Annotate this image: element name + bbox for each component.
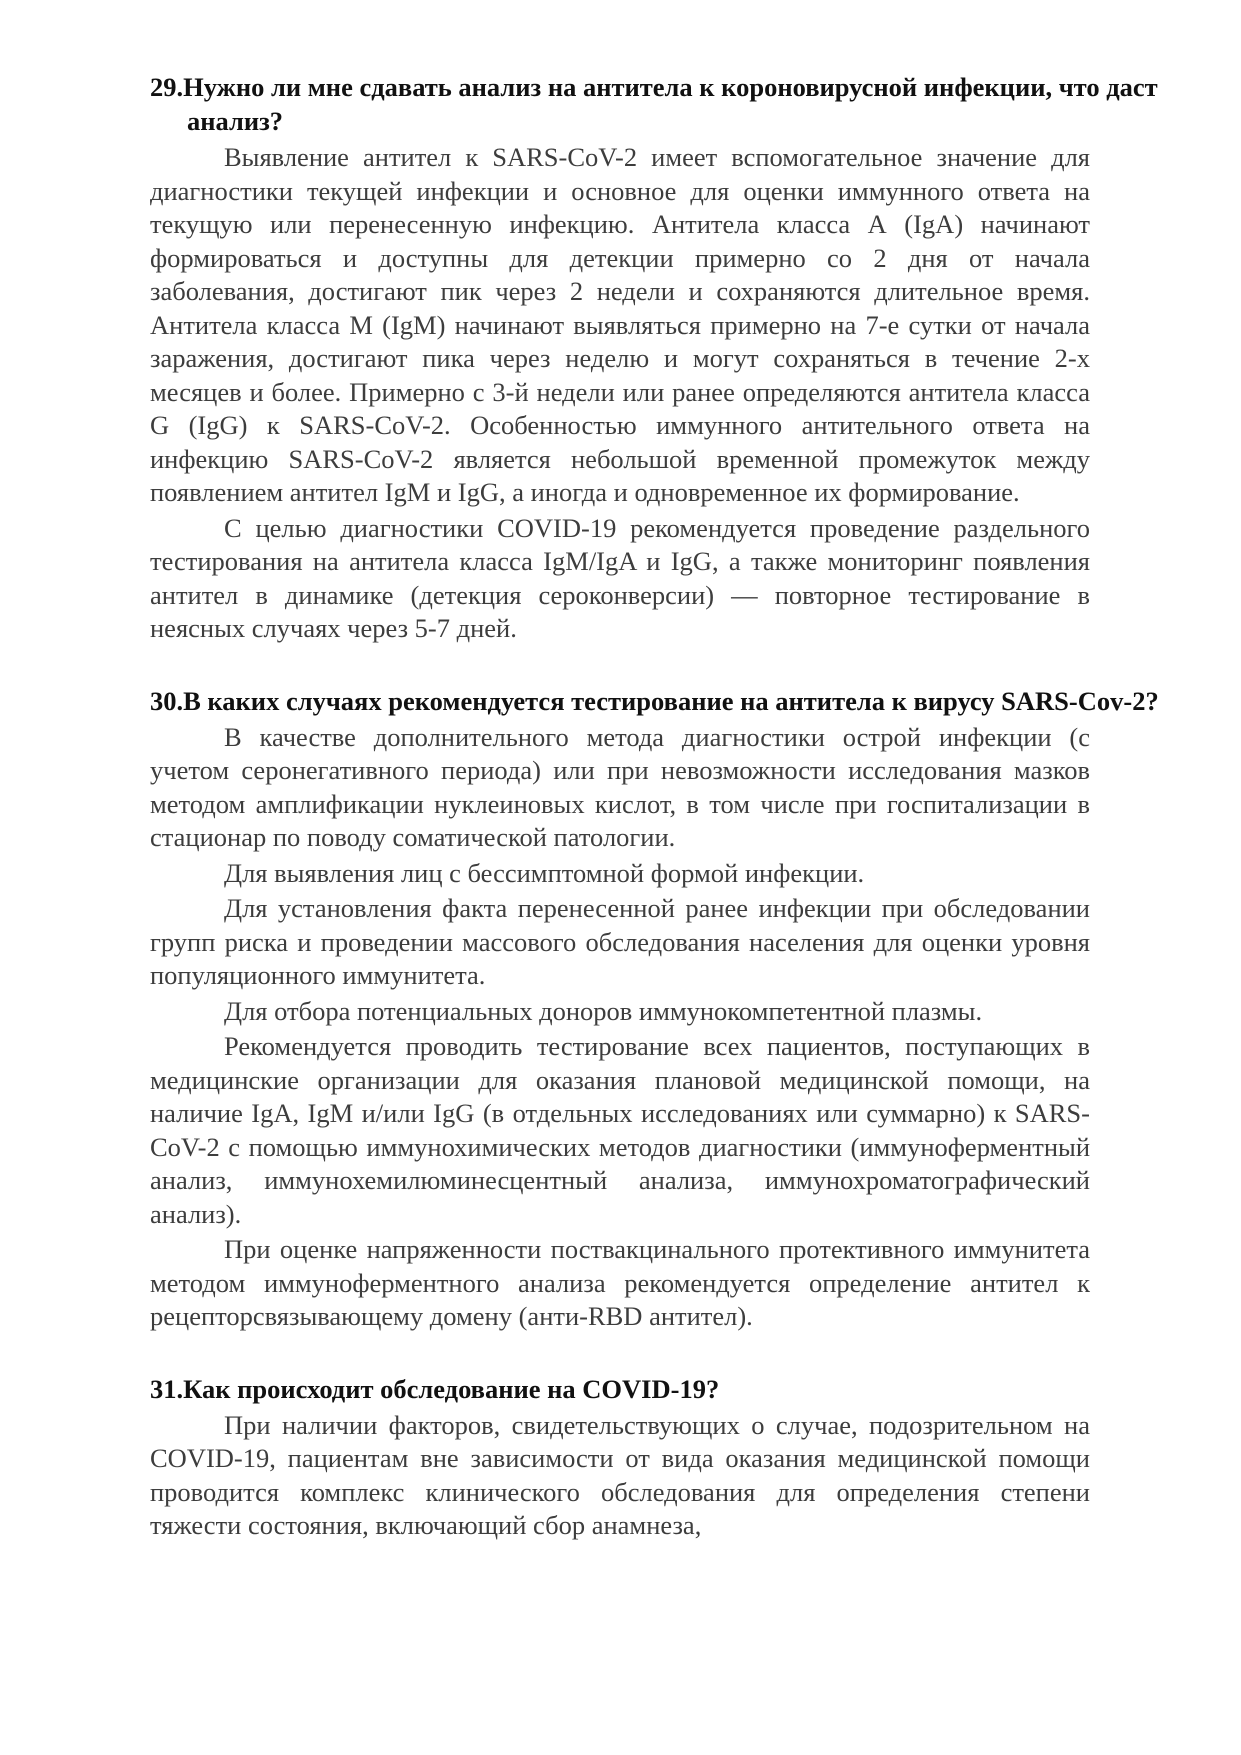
answer-paragraph: При оценке напряженности поствакцинального протективного иммунитета методом иммуноферментного анализа рекомендуется определение антител к рецепторсвязывающему домену (анти-RBD антител).: [150, 1234, 1090, 1331]
answer-paragraph: При наличии факторов, свидетельствующих о случае, подозрительном на COVID-19, пациентам вне зависимости от вида оказания медицинской помощи проводится комплекс клинического обследования для определения степени тяжести состояния, включающий сбор анамнеза,: [150, 1409, 1090, 1540]
question-text: В каких случаях рекомендуется тестирование на антитела к вирусу SARS-Cov-2?: [183, 685, 1159, 716]
question-number: 31.: [150, 1373, 184, 1404]
answer-paragraph: Для установления факта перенесенной ранее инфекции при обследовании групп риска и проведении массового обследования населения для оценки уровня популяционного иммунитета.: [150, 893, 1090, 990]
question-heading: [150, 1372, 1199, 1406]
question-text: Нужно ли мне сдавать анализ на антитела к короновирусной инфекции, что даст анализ?: [183, 72, 1158, 136]
section-31: [150, 1372, 1090, 1543]
question-number: 30.: [150, 685, 184, 716]
section-29: [150, 70, 1158, 646]
answer-paragraph: Выявление антител к SARS-CoV-2 имеет вспомогательное значение для диагностики текущей инфекции и основное для оценки иммунного ответа на текущую или перенесенную инфекцию. Антитела класса А (IgA) начинают формироваться и доступны для детекции примерно со 2 дня от начала заболевания, достигают пик через 2 недели и сохраняются длительное время. Антитела класса М (IgM) начинают выявляться примерно на 7-е сутки от начала заражения, достигают пика через неделю и могут сохраняться в течение 2-х месяцев и более. Примерно с 3-й недели или ранее определяются антитела класса G (IgG) к SARS-CoV-2. Особенностью иммунного антительного ответа на инфекцию SARS-CoV-2 является небольшой временной промежуток между появлением антител IgM и IgG, а иногда и одновременное их формирование.: [150, 142, 1090, 507]
answer-paragraph: Для отбора потенциальных доноров иммунокомпетентной плазмы.: [224, 995, 983, 1026]
answer-paragraph: С целью диагностики COVID-19 рекомендуется проведение раздельного тестирования на антитела класса IgM/IgA и IgG, а также мониторинг появления антител в динамике (детекция сероконверсии) — повторное тестирование в неясных случаях через 5-7 дней.: [150, 512, 1090, 643]
section-30: [150, 684, 1159, 1334]
question-heading: [150, 684, 1199, 718]
answer-paragraph: Для выявления лиц с бессимптомной формой инфекции.: [224, 857, 865, 888]
document-page: [150, 70, 1159, 1543]
answer-paragraph: В качестве дополнительного метода диагностики острой инфекции (с учетом серонегативного периода) или при невозможности исследования мазков методом амплификации нуклеиновых кислот, в том числе при госпитализации в стационар по поводу соматической патологии.: [150, 721, 1090, 852]
answer-paragraph: Рекомендуется проводить тестирование всех пациентов, поступающих в медицинские организации для оказания плановой медицинской помощи, на наличие IgA, IgM и/или IgG (в отдельных исследованиях или суммарно) к SARS-CoV-2 с помощью иммунохимических методов диагностики (иммуноферментный анализ, иммунохемилюминесцентный анализа, иммунохроматографический анализ).: [150, 1031, 1090, 1229]
question-heading: [150, 70, 1199, 138]
question-text: Как происходит обследование на COVID-19?: [183, 1373, 720, 1404]
question-number: 29.: [150, 72, 184, 102]
